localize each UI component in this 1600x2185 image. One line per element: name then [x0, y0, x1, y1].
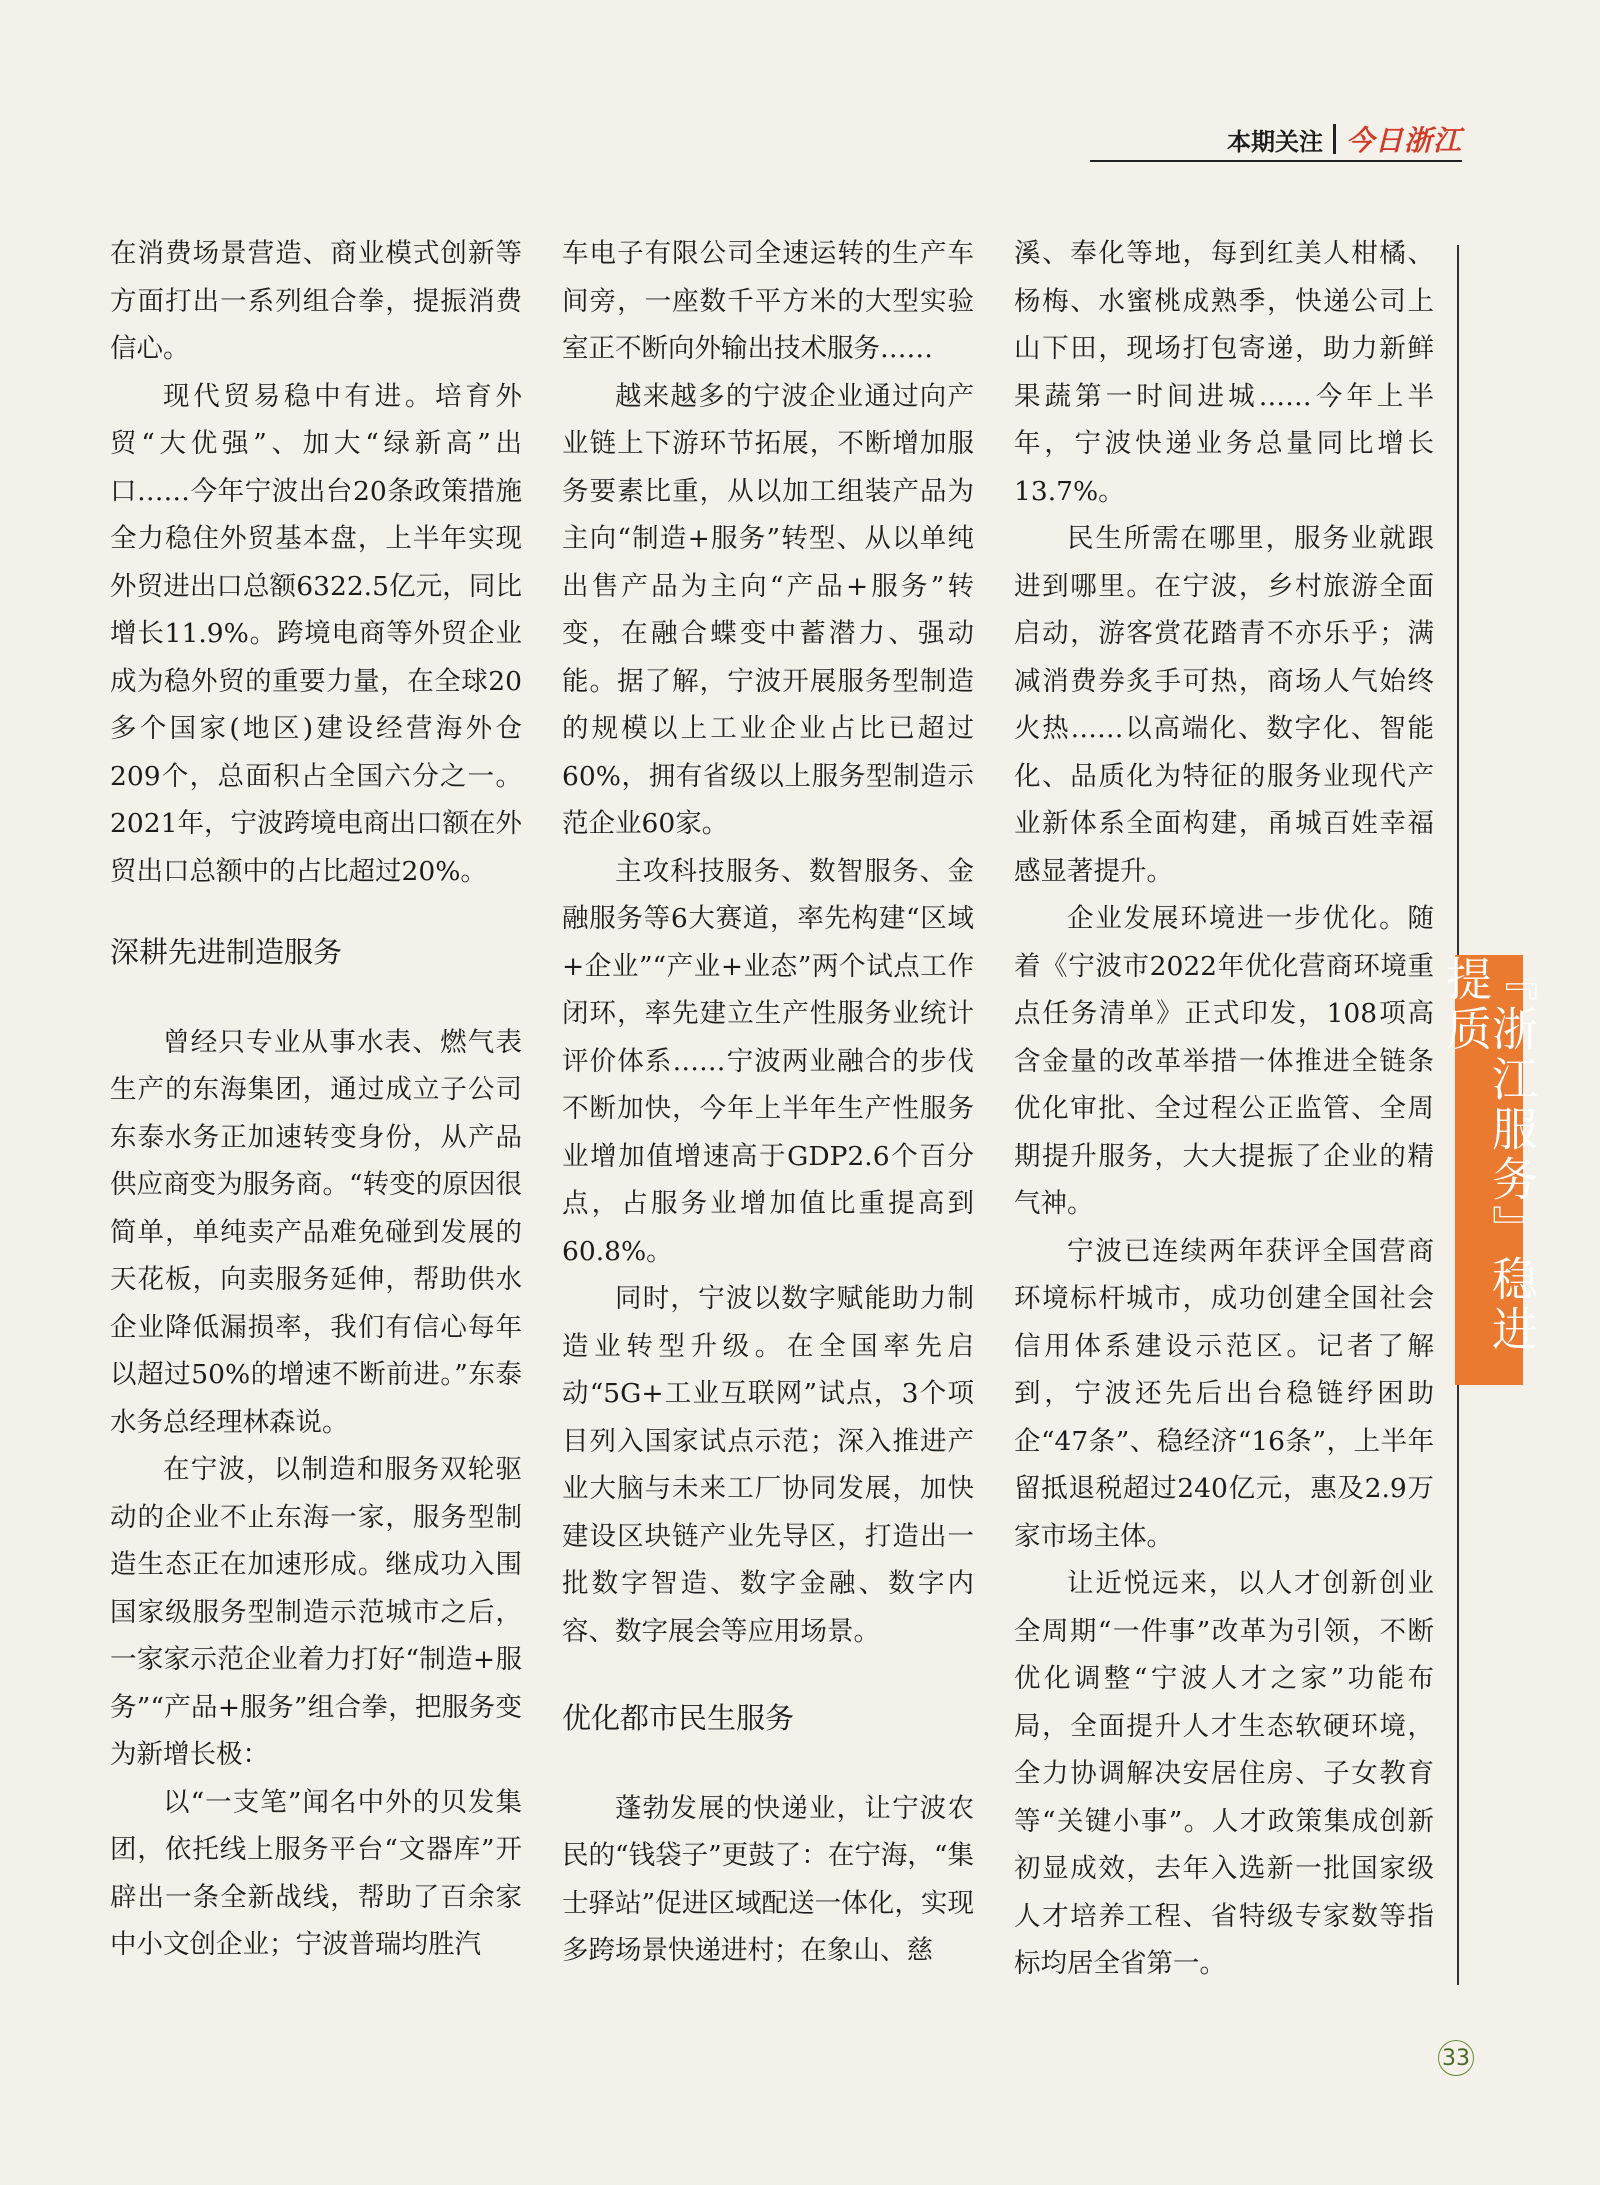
paragraph: 民生所需在哪里，服务业就跟进到哪里。在宁波，乡村旅游全面启动，游客赏花踏青不亦乐乎；满减消费券炙手可热，商场人气始终火热……以高端化、数字化、智能化、品质化为特征的服务业现代产业新体系全面构建，甬城百姓幸福感显著提升。 — [1014, 523, 1434, 887]
paragraph: 同时，宁波以数字赋能助力制造业转型升级。在全国率先启动“5G+工业互联网”试点，3个项目列入国家试点示范；深入推进产业大脑与未来工厂协同发展，加快建设区块链产业先导区，打造出一批数字智造、数字金融、数字内容、数字展会等应用场景。 — [562, 1283, 974, 1647]
paragraph: 曾经只专业从事水表、燃气表生产的东海集团，通过成立子公司东泰水务正加速转变身份，从产品供应商变为服务商。“转变的原因很简单，单纯卖产品难免碰到发展的天花板，向卖服务延伸，帮助供水企业降低漏损率，我们有信心每年以超过50%的增速不断前进。”东泰水务总经理林森说。 — [110, 1026, 522, 1438]
paragraph: 现代贸易稳中有进。培育外贸“大优强”、加大“绿新高”出口……今年宁波出台20条政策措施全力稳住外贸基本盘，上半年实现外贸进出口总额6322.5亿元，同比增长11.9%。跨境电商等外贸企业成为稳外贸的重要力量，在全球20多个国家(地区)建设经营海外仓209个，总面积占全国六分之一。2021年，宁波跨境电商出口额在外贸出口总额中的占比超过20%。 — [110, 380, 522, 887]
header-divider — [1333, 124, 1336, 154]
paragraph: 在消费场景营造、商业模式创新等方面打出一系列组合拳，提振消费信心。 — [110, 238, 522, 364]
column-tag — [1439, 955, 1539, 1385]
column-1 — [110, 230, 522, 1969]
paragraph: 车电子有限公司全速运转的生产车间旁，一座数千平方米的大型实验室正不断向外输出技术服务…… — [562, 238, 974, 364]
column-3 — [1014, 230, 1434, 1988]
paragraph: 以“一支笔”闻名中外的贝发集团，依托线上服务平台“文器库”开辟出一条全新战线，帮助了百余家中小文创企业；宁波普瑞均胜汽 — [110, 1786, 522, 1960]
section-heading: 深耕先进制造服务 — [110, 935, 343, 969]
paragraph: 在宁波，以制造和服务双轮驱动的企业不止东海一家，服务型制造生态正在加速形成。继成功入围国家级服务型制造示范城市之后，一家家示范企业着力打好“制造+服务”“产品+服务”组合拳，把服务变为新增长极： — [110, 1454, 522, 1770]
paragraph: 越来越多的宁波企业通过向产业链上下游环节拓展，不断增加服务要素比重，从以加工组装产品为主向“制造+服务”转型、从以单纯出售产品为主向“产品+服务”转变，在融合蝶变中蓄潜力、强动能。据了解，宁波开展服务型制造的规模以上工业企业占比已超过60%，拥有省级以上服务型制造示范企业60家。 — [562, 380, 974, 839]
section-heading: 优化都市民生服务 — [562, 1701, 795, 1735]
page-number: 33 — [1438, 2040, 1474, 2076]
paragraph: 溪、奉化等地，每到红美人柑橘、杨梅、水蜜桃成熟季，快递公司上山下田，现场打包寄递，助力新鲜果蔬第一时间进城……今年上半年，宁波快递业务总量同比增长13.7%。 — [1014, 238, 1434, 507]
paragraph: 主攻科技服务、数智服务、金融服务等6大赛道，率先构建“区域+企业”“产业+业态”两个试点工作闭环，率先建立生产性服务业统计评价体系……宁波两业融合的步伐不断加快，今年上半年生产性服务业增加值增速高于GDP2.6个百分点，占服务业增加值比重提高到60.8%。 — [562, 855, 974, 1267]
section-label: 本期关注 — [1226, 127, 1323, 156]
paragraph: 蓬勃发展的快递业，让宁波农民的“钱袋子”更鼓了：在宁海，“集士驿站”促进区域配送一体化，实现多跨场景快递进村；在象山、慈 — [562, 1792, 974, 1966]
column-tag-text: 『浙江服务』稳进提质 — [1439, 955, 1539, 1355]
page-header — [1090, 118, 1462, 162]
column-2 — [562, 230, 974, 1975]
paragraph: 企业发展环境进一步优化。随着《宁波市2022年优化营商环境重点任务清单》正式印发，108项高含金量的改革举措一体推进全链条优化审批、全过程公正监管、全周期提升服务，大大提振了企业的精气神。 — [1014, 903, 1434, 1219]
paragraph: 让近悦远来，以人才创新创业全周期“一件事”改革为引领，不断优化调整“宁波人才之家”功能布局，全面提升人才生态软硬环境，全力协调解决安居住房、子女教育等“关键小事”。人才政策集成创新初显成效，去年入选新一批国家级人才培养工程、省特级专家数等指标均居全省第一。 — [1014, 1568, 1434, 1979]
magazine-logo: 今日浙江 — [1345, 124, 1462, 157]
paragraph: 宁波已连续两年获评全国营商环境标杆城市，成功创建全国社会信用体系建设示范区。记者了解到，宁波还先后出台稳链纾困助企“47条”、稳经济“16条”，上半年留抵退税超过240亿元，惠及2.9万家市场主体。 — [1014, 1235, 1434, 1552]
